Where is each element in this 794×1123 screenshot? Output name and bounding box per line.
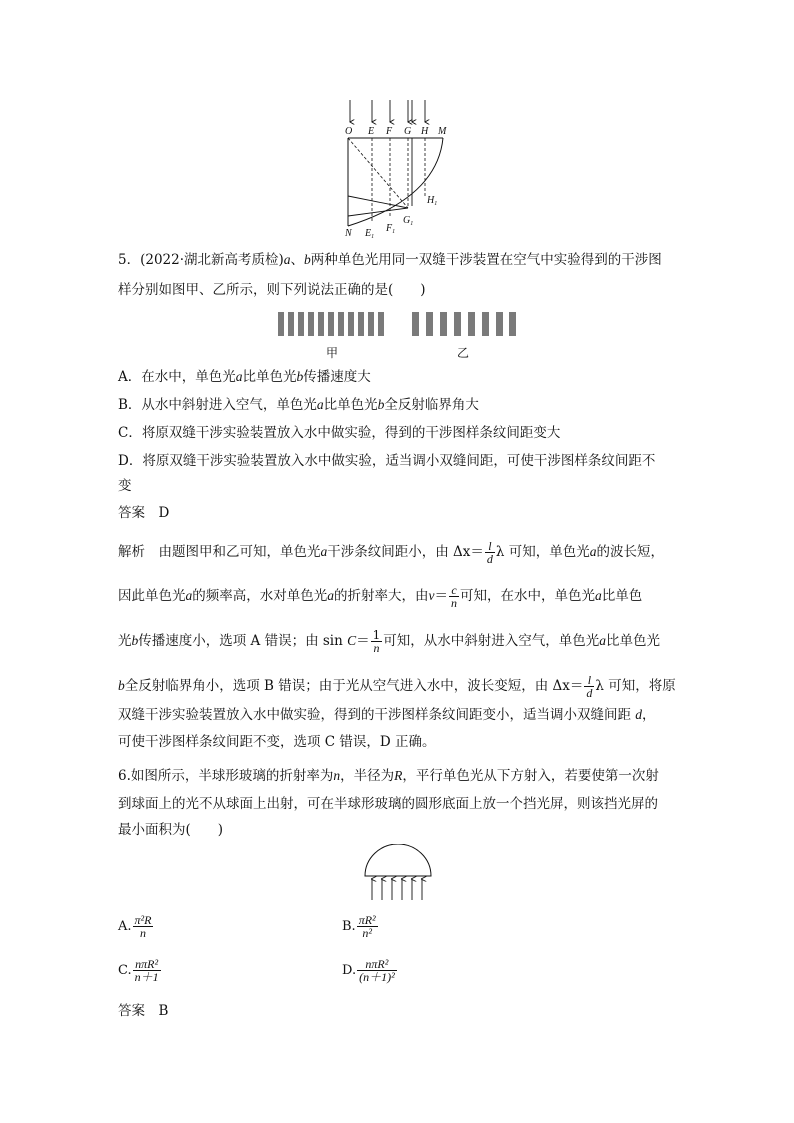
q5-analysis-line4: b全反射临界角小，选项 B 错误；由于光从空气进入水中，波长变短，由 Δx＝ $\frac{l}{d}$ λ 可知，将原 <box>118 673 676 700</box>
q5-analysis-line3: 光b传播速度小，选项 A 错误；由 sin C＝ $\frac{1}{n}$ 可知，从水中斜射进入空气，单色光a比单色光 <box>118 628 661 655</box>
glass-outline <box>348 138 443 226</box>
q5-analysis-line5: 双缝干涉实验装置放入水中做实验，得到的干涉图样条纹间距变小，适当调小双缝间距 d， <box>118 707 656 723</box>
fig-label-H1: $H_1$ <box>427 195 438 207</box>
fringe-label-yi: 乙 <box>457 346 470 360</box>
q6-stem-line1: 6.如图所示，半球形玻璃的折射率为n，半径为R，平行单色光从下方射入，若要使第一次射 <box>118 768 659 784</box>
q5-option-b: B．从水中斜射进入空气，单色光a比单色光b全反射临界角大 <box>118 397 479 413</box>
q5-analysis-line2: 因此单色光a的频率高，水对单色光a的折射率大，由v＝ $\frac{c}{n}$ 可知，在水中，单色光a比单色 <box>118 583 643 610</box>
hemisphere-outline <box>365 844 431 876</box>
dashed-rays <box>348 138 425 222</box>
upward-ray-arrows <box>372 879 422 900</box>
fig-label-N: N <box>345 228 352 239</box>
q5-option-c: C．将原双缝干涉实验装置放入水中做实验，得到的干涉图样条纹间距变大 <box>118 425 561 441</box>
q5-analysis-line1: 解析 由题图甲和乙可知，单色光a干涉条纹间距小，由 Δx＝ $\frac{l}{d}$ λ 可知，单色光a的波长短， <box>118 539 665 566</box>
q6-stem-line2: 到球面上的光不从球面上出射，可在半球形玻璃的圆形底面上放一个挡光屏，则该挡光屏的 <box>118 796 658 812</box>
q6-option-a: A. $\frac{\text{π²R}}{n}$ <box>118 913 152 940</box>
q5-option-a: A．在水中，单色光a比单色光b传播速度大 <box>118 369 371 385</box>
fig-label-G: G <box>404 126 412 137</box>
q5-stem-line1: 5．(2022·湖北新高考质检)a、b两种单色光用同一双缝干涉装置在空气中实验得到的干涉图 <box>118 252 662 268</box>
fig-label-M: M <box>438 126 447 137</box>
incident-ray-arrows <box>350 100 425 122</box>
q6-stem-line3: 最小面积为( ) <box>118 822 224 838</box>
fringe-label-jia: 甲 <box>326 346 339 360</box>
fig-label-O: O <box>345 126 353 137</box>
refraction-diagram <box>335 98 460 240</box>
q6-option-c: C. $\frac{\text{nπR²}}{n+1}$ <box>118 957 159 984</box>
fig-label-F1: $F_1$ <box>386 223 396 235</box>
fig-label-F: F <box>386 126 393 137</box>
q6-option-b: B. $\frac{\text{πR²}}{\text{n²}}$ <box>342 913 376 940</box>
fig-label-E1: $E_1$ <box>365 228 375 240</box>
q5-answer: 答案 D <box>118 505 170 521</box>
q5-option-d: D．将原双缝干涉实验装置放入水中做实验，适当调小双缝间距，可使干涉图样条纹间距不 <box>118 453 656 469</box>
q5-option-d-cont: 变 <box>118 478 132 494</box>
fig-label-E: E <box>368 126 375 137</box>
q6-answer: 答案 B <box>118 1003 169 1019</box>
fig-label-H: H <box>421 126 429 137</box>
hemisphere-diagram <box>360 844 436 904</box>
q5-stem-line2: 样分别如图甲、乙所示，则下列说法正确的是( ) <box>118 282 426 298</box>
fig-label-G1: $G_1$ <box>403 215 414 227</box>
q6-option-d: D. $\frac{\text{nπR²}}{\text{(n＋1)²}}$ <box>342 957 395 984</box>
q5-analysis-line6: 可使干涉图样条纹间距不变，选项 C 错误，D 正确。 <box>118 734 436 750</box>
